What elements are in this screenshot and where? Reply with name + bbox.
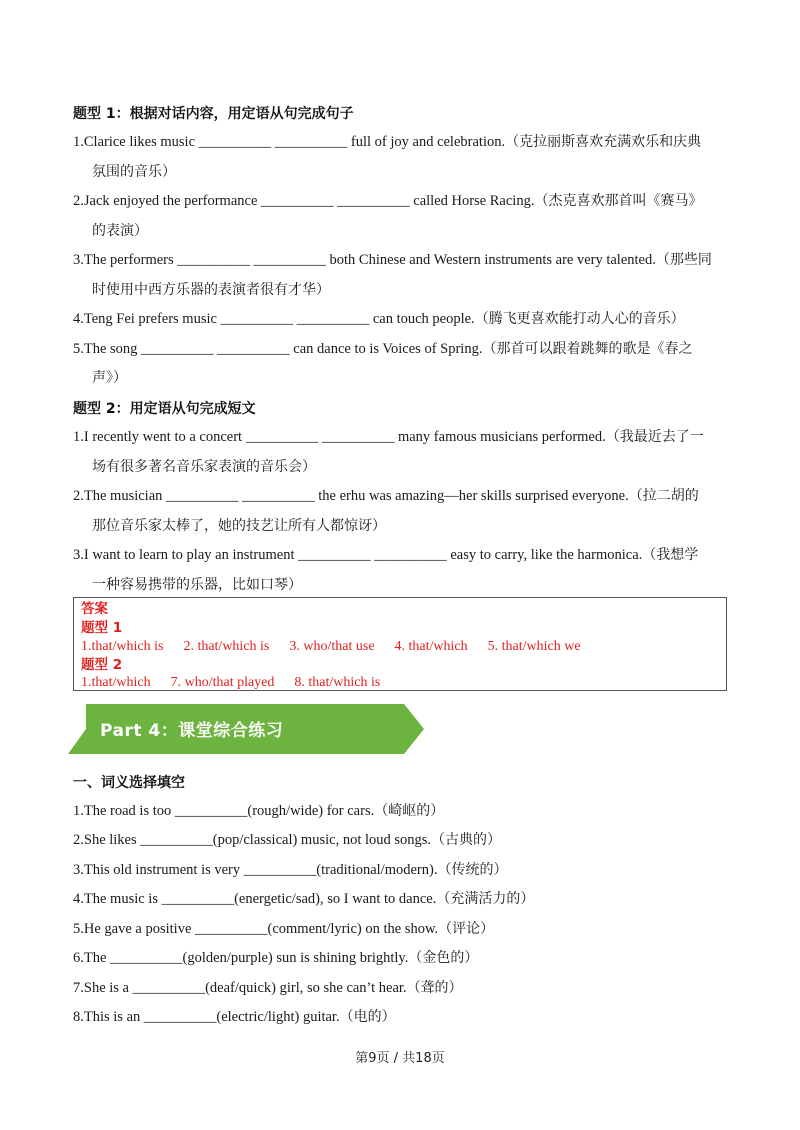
s3-item-8 (73, 1007, 396, 1027)
s1-item-1-cont (92, 162, 176, 182)
s3-item-1-en: 1.The road is too __________(rough/wide) for cars. (73, 803, 375, 819)
s1-item-1-en: 1.Clarice likes music __________ __________ full of joy and celebration. (73, 134, 506, 150)
answer-item: 4. that/which (394, 639, 468, 654)
s3-item-6-en: 6.The __________(golden/purple) sun is shining brightly. (73, 950, 409, 966)
s3-item-4 (73, 889, 534, 909)
s2-item-1 (73, 427, 704, 447)
s2-item-3-cn2: 一种容易携带的乐器，比如口琴） (92, 577, 302, 593)
section3-title: 一、词义选择填空 (73, 775, 185, 791)
s3-item-4-cn: （充满活力的） (436, 891, 535, 907)
s3-item-6-cn: （金色的） (408, 950, 479, 966)
s1-item-2-en: 2.Jack enjoyed the performance __________ __________ called Horse Racing. (73, 193, 535, 209)
s1-item-3-en: 3.The performers __________ __________ both Chinese and Western instruments are very talented. (73, 252, 656, 268)
s3-item-8-en: 8.This is an __________(electric/light) guitar. (73, 1009, 340, 1025)
section2-title: 题型 2：用定语从句完成短文 (73, 401, 256, 417)
answer-type2-label: 题型 2 (81, 657, 123, 673)
s3-item-7-cn: （聋的） (406, 980, 463, 996)
s1-item-3-cont (92, 280, 330, 300)
s2-item-2-en: 2.The musician __________ __________ the erhu was amazing—her skills surprised everyone. (73, 488, 629, 504)
s2-item-3-en: 3.I want to learn to play an instrument __________ __________ easy to carry, like the harmonica. (73, 547, 643, 563)
answer-type1-label: 题型 1 (81, 620, 123, 636)
answer-item: 5. that/which we (487, 639, 581, 654)
s2-item-2-cont (92, 516, 386, 536)
answer-item: 7. who/that played (170, 675, 275, 690)
s2-item-1-cn: （我最近去了一 (605, 429, 704, 445)
part4-banner-title: Part 4：课堂综合练习 (100, 721, 284, 741)
s3-item-3 (73, 860, 507, 880)
answer-type1-row (81, 638, 601, 656)
answer-item: 8. that/which is (294, 675, 381, 690)
s1-item-2 (73, 191, 702, 211)
s3-item-5 (73, 919, 494, 939)
s2-item-1-cn2: 场有很多著名音乐家表演的音乐会） (92, 459, 316, 475)
s2-item-3 (73, 545, 698, 565)
answer-label: 答案 (81, 601, 108, 617)
s1-item-3-cn: （那些同 (655, 252, 712, 268)
s1-item-1 (73, 132, 701, 152)
s3-item-3-cn: （传统的） (437, 862, 508, 878)
s3-item-1-cn: （崎岖的） (374, 803, 445, 819)
s1-item-4-en: 4.Teng Fei prefers music __________ __________ can touch people. (73, 311, 475, 327)
answer-item: 1.that/which is (81, 639, 164, 654)
s3-item-1 (73, 801, 444, 821)
answer-box (73, 597, 727, 691)
s2-item-3-cn: （我想学 (642, 547, 699, 563)
s2-item-2-cn2: 那位音乐家太棒了，她的技艺让所有人都惊讶） (92, 518, 386, 534)
s1-item-4 (73, 309, 685, 329)
answer-item: 1.that/which (81, 675, 151, 690)
s1-item-3-cn2: 时使用中西方乐器的表演者很有才华） (92, 282, 330, 298)
s1-item-5 (73, 339, 692, 359)
s1-item-1-cn: （克拉丽斯喜欢充满欢乐和庆典 (505, 134, 702, 150)
answer-type2-row (81, 674, 400, 692)
s1-item-5-en: 5.The song __________ __________ can dance to is Voices of Spring. (73, 341, 483, 357)
s3-item-2-cn: （古典的） (431, 832, 502, 848)
s3-item-8-cn: （电的） (339, 1009, 396, 1025)
s1-item-4-cn: （腾飞更喜欢能打动人心的音乐） (474, 311, 685, 327)
s1-item-2-cn2: 的表演） (92, 223, 148, 239)
s3-item-7 (73, 978, 463, 998)
s2-item-2-cn: （拉二胡的 (628, 488, 699, 504)
answer-item: 3. who/that use (289, 639, 375, 654)
page-footer: 第9页 / 共18页 (355, 1051, 445, 1066)
s3-item-4-en: 4.The music is __________(energetic/sad), so I want to dance. (73, 891, 437, 907)
s1-item-5-cont (92, 368, 127, 388)
s3-item-6 (73, 948, 478, 968)
answer-item: 2. that/which is (183, 639, 270, 654)
s3-item-2-en: 2.She likes __________(pop/classical) music, not loud songs. (73, 832, 432, 848)
section1-title: 题型 1：根据对话内容，用定语从句完成句子 (73, 106, 354, 122)
s2-item-1-en: 1.I recently went to a concert __________ __________ many famous musicians performed. (73, 429, 606, 445)
s3-item-5-en: 5.He gave a positive __________(comment/lyric) on the show. (73, 921, 439, 937)
s2-item-1-cont (92, 457, 316, 477)
s2-item-3-cont (92, 575, 302, 595)
s3-item-2 (73, 830, 501, 850)
s1-item-2-cn: （杰克喜欢那首叫《赛马》 (534, 193, 703, 209)
s3-item-3-en: 3.This old instrument is very __________(traditional/modern). (73, 862, 438, 878)
s1-item-5-cn2: 声》） (92, 370, 127, 386)
s3-item-7-en: 7.She is a __________(deaf/quick) girl, so she can’t hear. (73, 980, 407, 996)
s3-item-5-cn: （评论） (438, 921, 495, 937)
s1-item-3 (73, 250, 712, 270)
s1-item-1-cn2: 氛围的音乐） (92, 164, 176, 180)
s1-item-5-cn: （那首可以跟着跳舞的歌是《春之 (482, 341, 693, 357)
s2-item-2 (73, 486, 699, 506)
s1-item-2-cont (92, 221, 148, 241)
